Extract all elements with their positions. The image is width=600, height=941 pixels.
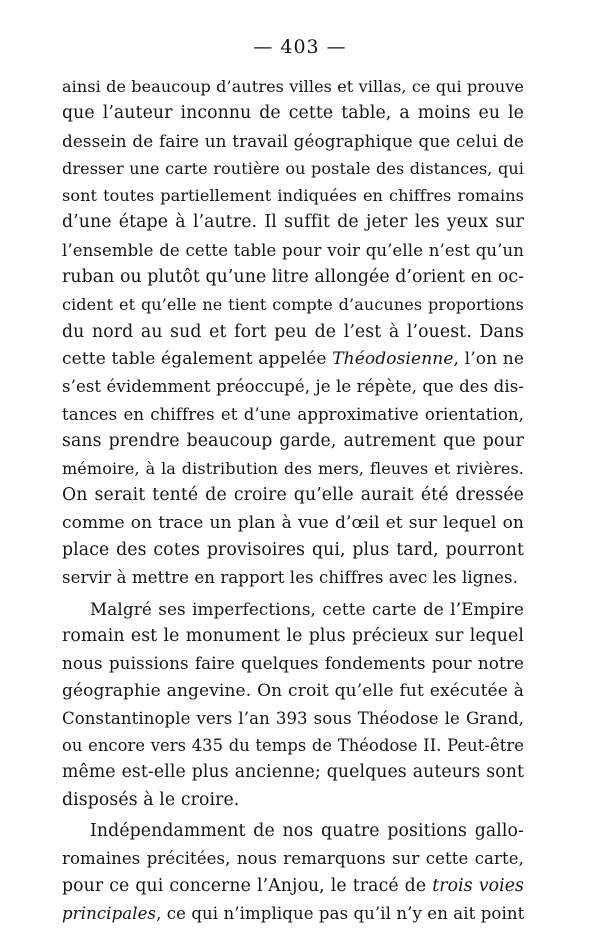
text-line: mémoire, à la distribution des mers, fleuves et rivières. [62, 459, 524, 479]
text-line: Malgré ses imperfections, cette carte de l’Empire [90, 598, 524, 619]
text-line: du nord au sud et fort peu de l’est à l’ouest. Dans [62, 321, 524, 342]
text-line: comme on trace un plan à vue d’œil et sur lequel on [62, 512, 524, 533]
text-line: On serait tenté de croire qu’elle aurait été dressée [62, 485, 524, 506]
paragraph-1 [62, 73, 524, 592]
text-line: Indépendamment de nos quatre positions gallo- [90, 821, 524, 842]
text-line: dessein de faire un travail géographique que celui de [62, 130, 524, 151]
text-line: ou encore vers 435 du temps de Théodose II. Peut-être [62, 736, 524, 756]
text-line: disposés à le croire. [62, 789, 240, 810]
text-line: que l’auteur inconnu de cette table, a moins eu le [62, 103, 524, 124]
text-line: tances en chiffres et d’une approximative orientation, [62, 404, 524, 424]
text-line: l’ensemble de cette table pour voir qu’elle n’est qu’un [62, 240, 524, 260]
text-line: même est-elle plus ancienne; quelques auteurs sont [62, 762, 524, 783]
text-line: romain est le monument le plus précieux sur lequel [62, 625, 524, 646]
text-line: s’est évidemment préoccupé, je le répète, que des dis- [62, 377, 524, 397]
text-line: dresser une carte routière ou postale des distances, qui [62, 158, 524, 178]
page-number: — 403 — [253, 36, 347, 58]
text-line: principales, ce qui n’implique pas qu’il n’y en ait point [62, 903, 525, 923]
text-line: servir à mettre en rapport les chiffres avec les lignes. [62, 568, 518, 588]
italic-term: trois voies [432, 875, 524, 896]
italic-term: principales [62, 903, 157, 923]
text-line: nous puissions faire quelques fondements pour notre [62, 653, 524, 674]
text-line: géographie angevine. On croit qu’elle fut exécutée à [62, 680, 524, 701]
text-line: sans prendre beaucoup garde, autrement que pour [62, 430, 524, 451]
text-line: cette table également appelée Théodosienne, l’on ne [62, 348, 525, 369]
text-line: romaines précitées, nous remarquons sur cette carte, [62, 849, 524, 869]
text-line: d’une étape à l’autre. Il suffit de jeter les yeux sur [62, 212, 524, 233]
body-text [62, 73, 524, 927]
paragraph-3 [62, 818, 524, 927]
text-line: sont toutes partiellement indiquées en chiffres romains [62, 186, 524, 206]
text-line: Constantinople vers l’an 393 sous Théodose le Grand, [62, 708, 524, 728]
text-line: cident et qu’elle ne tient compte d’aucunes proportions [62, 295, 524, 315]
text-line: ruban ou plutôt qu’une litre allongée d’orient en oc- [62, 267, 525, 288]
text-line: pour ce qui concerne l’Anjou, le tracé de trois voies [62, 875, 524, 896]
italic-term: Théodosienne [332, 348, 454, 369]
text-line: ainsi de beaucoup d’autres villes et villas, ce qui prouve [62, 77, 524, 96]
paragraph-2 [62, 596, 524, 814]
text-line: place des cotes provisoires qui, plus tard, pourront [62, 540, 524, 561]
